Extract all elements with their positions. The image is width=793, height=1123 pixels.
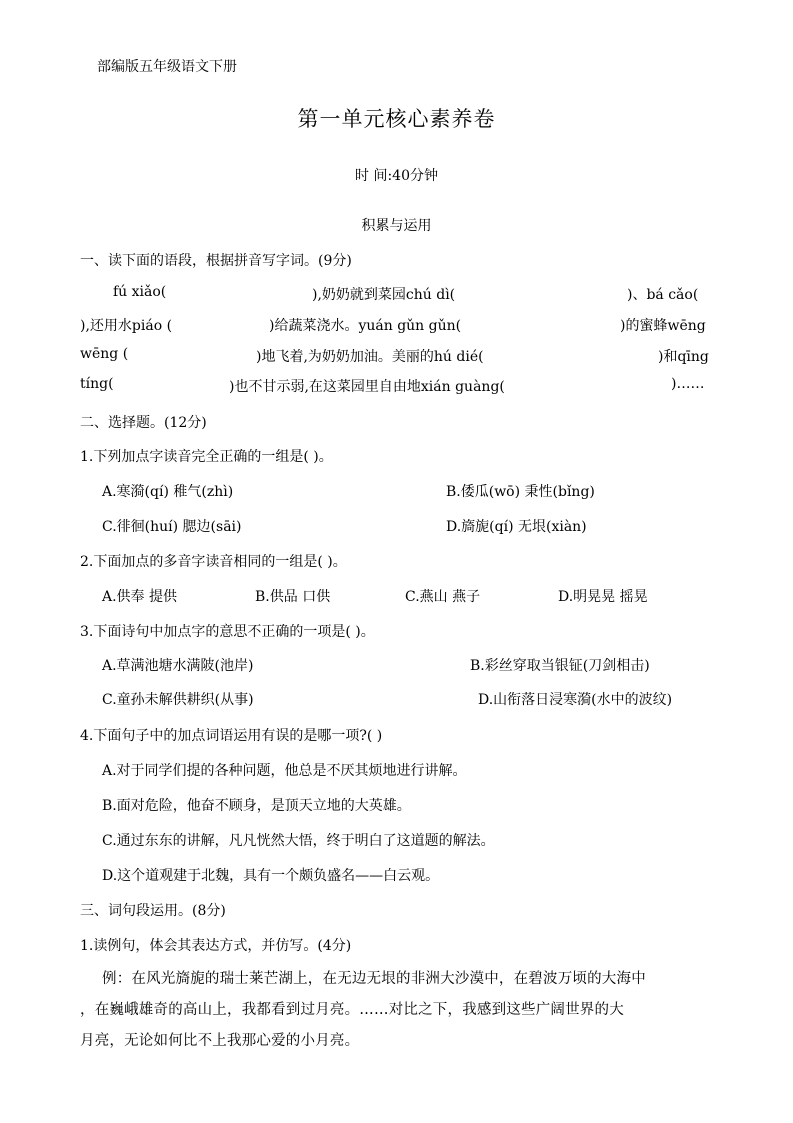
pinyin-segment: tíng( — [80, 376, 114, 392]
part1-line-4 — [80, 376, 712, 396]
pinyin-segment: )和qīng — [658, 349, 709, 365]
example-line-2: ，在巍峨雄奇的高山上，我都看到过月亮。……对比之下，我感到这些广阔世界的大 — [80, 1002, 624, 1018]
q2-option-d: D.明晃晃 摇晃 — [558, 589, 648, 605]
q1-option-b: B.倭瓜(wō) 秉性(bǐng) — [446, 484, 595, 500]
q1-option-a: A.寒漪(qí) 稚气(zhì) — [102, 484, 234, 500]
exam-time: 时 间:40分钟 — [355, 168, 438, 184]
pinyin-segment: )给蔬菜浇水。yuán gǔn gǔn( — [269, 318, 462, 334]
pinyin-segment: ),还用水piáo ( — [80, 318, 173, 334]
q4-option-b: B.面对危险，他奋不顾身，是顶天立地的大英雄。 — [102, 798, 411, 814]
pinyin-segment: )…… — [671, 376, 705, 392]
part3-heading: 三、词句段运用。(8分) — [80, 903, 226, 919]
q2-stem: 2.下面加点的多音字读音相同的一组是( )。 — [80, 554, 347, 570]
part1-line-3 — [80, 346, 712, 366]
q4-option-a: A.对于同学们提的各种问题，他总是不厌其烦地进行讲解。 — [102, 763, 467, 779]
page-title: 第一单元核心素养卷 — [297, 107, 496, 131]
q3-option-c: C.童孙未解供耕织(从事) — [102, 692, 254, 708]
pinyin-segment: )、bá cǎo( — [627, 287, 699, 303]
example-line-3: 月亮，无论如何比不上我那心爱的小月亮。 — [80, 1033, 360, 1049]
header-text: 部编版五年级语文下册 — [97, 59, 237, 75]
part1-line-1 — [80, 284, 712, 304]
q3-stem: 3.下面诗句中加点字的意思不正确的一项是( )。 — [80, 624, 375, 640]
pinyin-segment: ),奶奶就到菜园chú dì( — [312, 287, 456, 303]
q4-stem: 4.下面句子中的加点词语运用有误的是哪一项?( ) — [80, 728, 383, 744]
section-title: 积累与运用 — [361, 218, 432, 234]
part2-heading: 二、选择题。(12分) — [80, 415, 207, 431]
pinyin-segment: )的蜜蜂wēng — [620, 318, 706, 334]
q1-option-c: C.徘徊(huí) 腮边(sāi) — [102, 519, 242, 535]
pinyin-segment: fú xiǎo( — [113, 284, 167, 300]
q1-stem: 1.下列加点字读音完全正确的一组是( )。 — [80, 449, 333, 465]
q3-option-d: D.山衔落日浸寒漪(水中的波纹) — [478, 692, 673, 708]
q4-option-d: D.这个道观建于北魏，具有一个颇负盛名——白云观。 — [102, 868, 440, 884]
example-line-1: 例：在风光旖旎的瑞士莱芒湖上，在无边无垠的非洲大沙漠中，在碧波万顷的大海中 — [102, 971, 646, 987]
q2-option-c: C.燕山 燕子 — [405, 589, 481, 605]
q3-option-b: B.彩丝穿取当银钲(刀剑相击) — [470, 658, 650, 674]
pinyin-segment: )地飞着,为奶奶加油。美丽的hú dié( — [256, 349, 484, 365]
q3-option-a: A.草满池塘水满陂(池岸) — [102, 658, 254, 674]
q4-option-c: C.通过东东的讲解，凡凡恍然大悟，终于明白了这道题的解法。 — [102, 833, 495, 849]
pinyin-segment: wēng ( — [80, 346, 129, 362]
part1-line-2 — [80, 315, 712, 335]
part1-heading: 一、读下面的语段，根据拼音写字词。(9分) — [80, 253, 352, 269]
pinyin-segment: )也不甘示弱,在这菜园里自由地xián guàng( — [229, 379, 505, 395]
q2-option-b: B.供品 口供 — [255, 589, 331, 605]
part3-q1-stem: 1.读例句，体会其表达方式，并仿写。(4分) — [80, 938, 352, 954]
q1-option-d: D.旖旎(qí) 无垠(xiàn) — [446, 519, 587, 535]
q2-option-a: A.供奉 提供 — [102, 589, 178, 605]
